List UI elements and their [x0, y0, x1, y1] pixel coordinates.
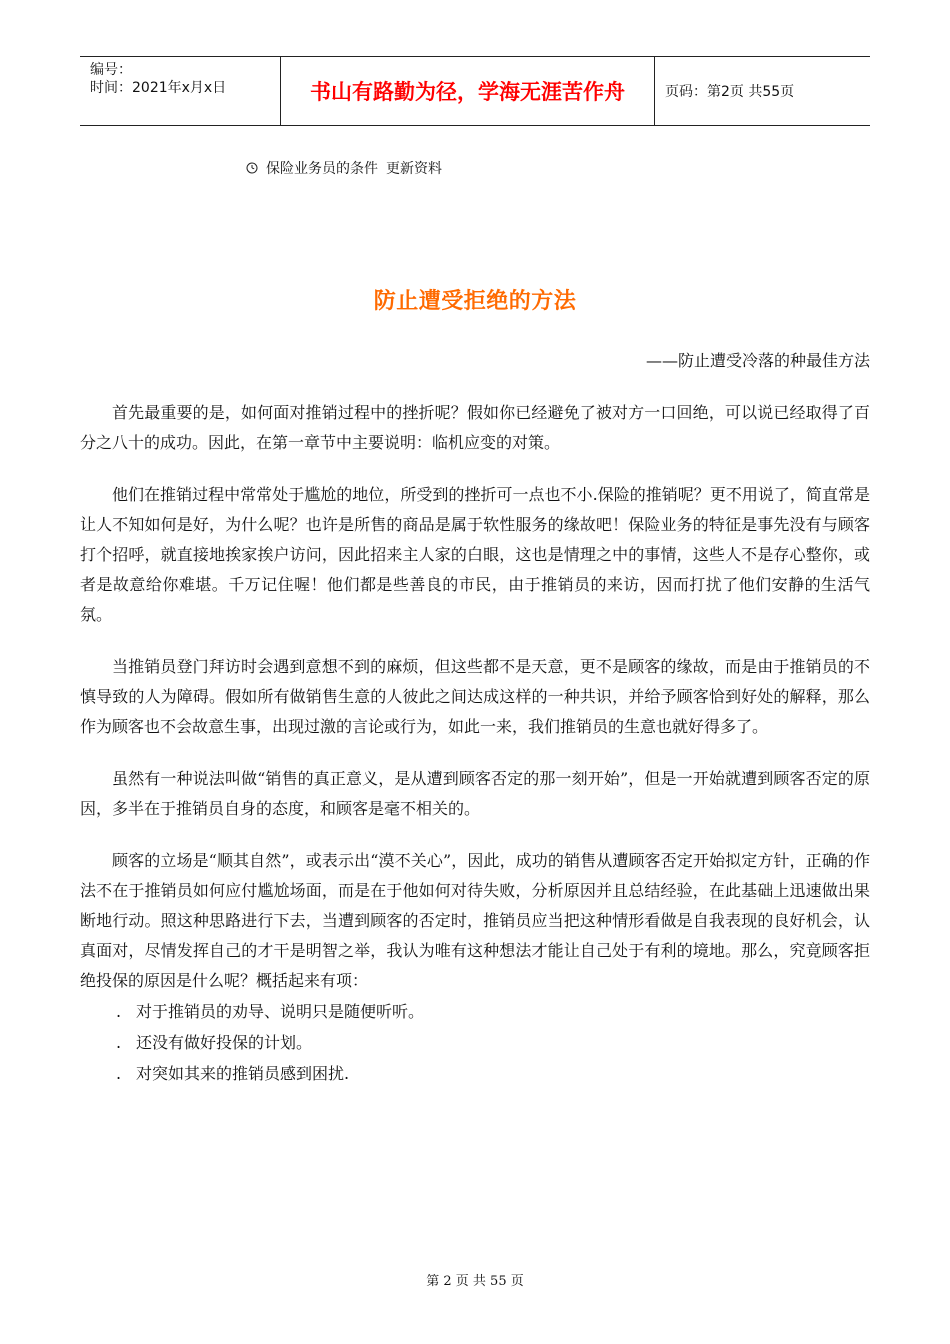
toc-item-update[interactable]: 更新资料 [386, 161, 442, 177]
list-item-text: 还没有做好投保的计划。 [136, 1033, 313, 1052]
list-item-text: 对突如其来的推销员感到困扰. [136, 1064, 350, 1083]
date-label: 时间：2021年x月x日 [90, 80, 227, 96]
document-body [80, 398, 870, 1089]
document-header [80, 56, 870, 126]
list-bullet: . [116, 1002, 122, 1021]
paragraph: 顾客的立场是“顺其自然”，或表示出“漠不关心”，因此，成功的销售从遭顾客否定开始拟定方针，正确的作法不在于推销员如何应付尴尬场面，而是在于他如何对待失败，分析原因并且总结经验，在此基础上迅速做出果断地行动。照这种思路进行下去，当遭到顾客的否定时，推销员应当把这种情形看做是自我表现的良好机会，认真面对，尽情发挥自己的才干是明智之举，我认为唯有这种想法才能让自己处于有利的境地。那么，究竟顾客拒绝投保的原因是什么呢？概括起来有项： [80, 851, 870, 990]
list-bullet: . [116, 1064, 122, 1083]
paragraph: 当推销员登门拜访时会遇到意想不到的麻烦，但这些都不是天意，更不是顾客的缘故，而是由于推销员的不慎导致的人为障碍。假如所有做销售生意的人彼此之间达成这样的一种共识，并给予顾客恰到好处的解释，那么作为顾客也不会故意生事，出现过激的言论或行为，如此一来，我们推销员的生意也就好得多了。 [80, 657, 870, 736]
header-meta [80, 57, 281, 125]
header-page-label: 页码：第2页 共55页 [665, 84, 795, 100]
list-item [80, 1058, 870, 1089]
list-item [80, 996, 870, 1027]
toc-line [246, 158, 442, 178]
document-subtitle: ——防止遭受冷落的种最佳方法 [645, 351, 870, 370]
paragraph: 他们在推销过程中常常处于尴尬的地位，所受到的挫折可一点也不小.保险的推销呢？更不用说了，简直常是让人不知如何是好，为什么呢？也许是所售的商品是属于软性服务的缘故吧！保险业务的特征是事先没有与顾客打个招呼，就直接地挨家挨户访问，因此招来主人家的白眼，这也是情理之中的事情，这些人不是存心整你，或者是故意给你难堪。千万记住喔！他们都是些善良的市民，由于推销员的来访，因而打扰了他们安静的生活气氛。 [80, 485, 870, 624]
number-label: 编号： [90, 62, 132, 78]
page-footer: 第 2 页 共 55 页 [426, 1274, 524, 1289]
clock-icon [246, 162, 258, 174]
list-item-text: 对于推销员的劝导、说明只是随便听听。 [136, 1002, 425, 1021]
paragraph: 虽然有一种说法叫做“销售的真正意义，是从遭到顾客否定的那一刻开始”，但是一开始就遭到顾客否定的原因，多半在于推销员自身的态度，和顾客是毫不相关的。 [80, 769, 870, 818]
toc-item-conditions[interactable]: 保险业务员的条件 [266, 161, 378, 177]
list-item [80, 1027, 870, 1058]
document-title: 防止遭受拒绝的方法 [373, 289, 577, 314]
list-bullet: . [116, 1033, 122, 1052]
header-motto: 书山有路勤为径，学海无涯苦作舟 [281, 57, 655, 125]
paragraph: 首先最重要的是，如何面对推销过程中的挫折呢？假如你已经避免了被对方一口回绝，可以说已经取得了百分之八十的成功。因此，在第一章节中主要说明：临机应变的对策。 [80, 403, 870, 452]
